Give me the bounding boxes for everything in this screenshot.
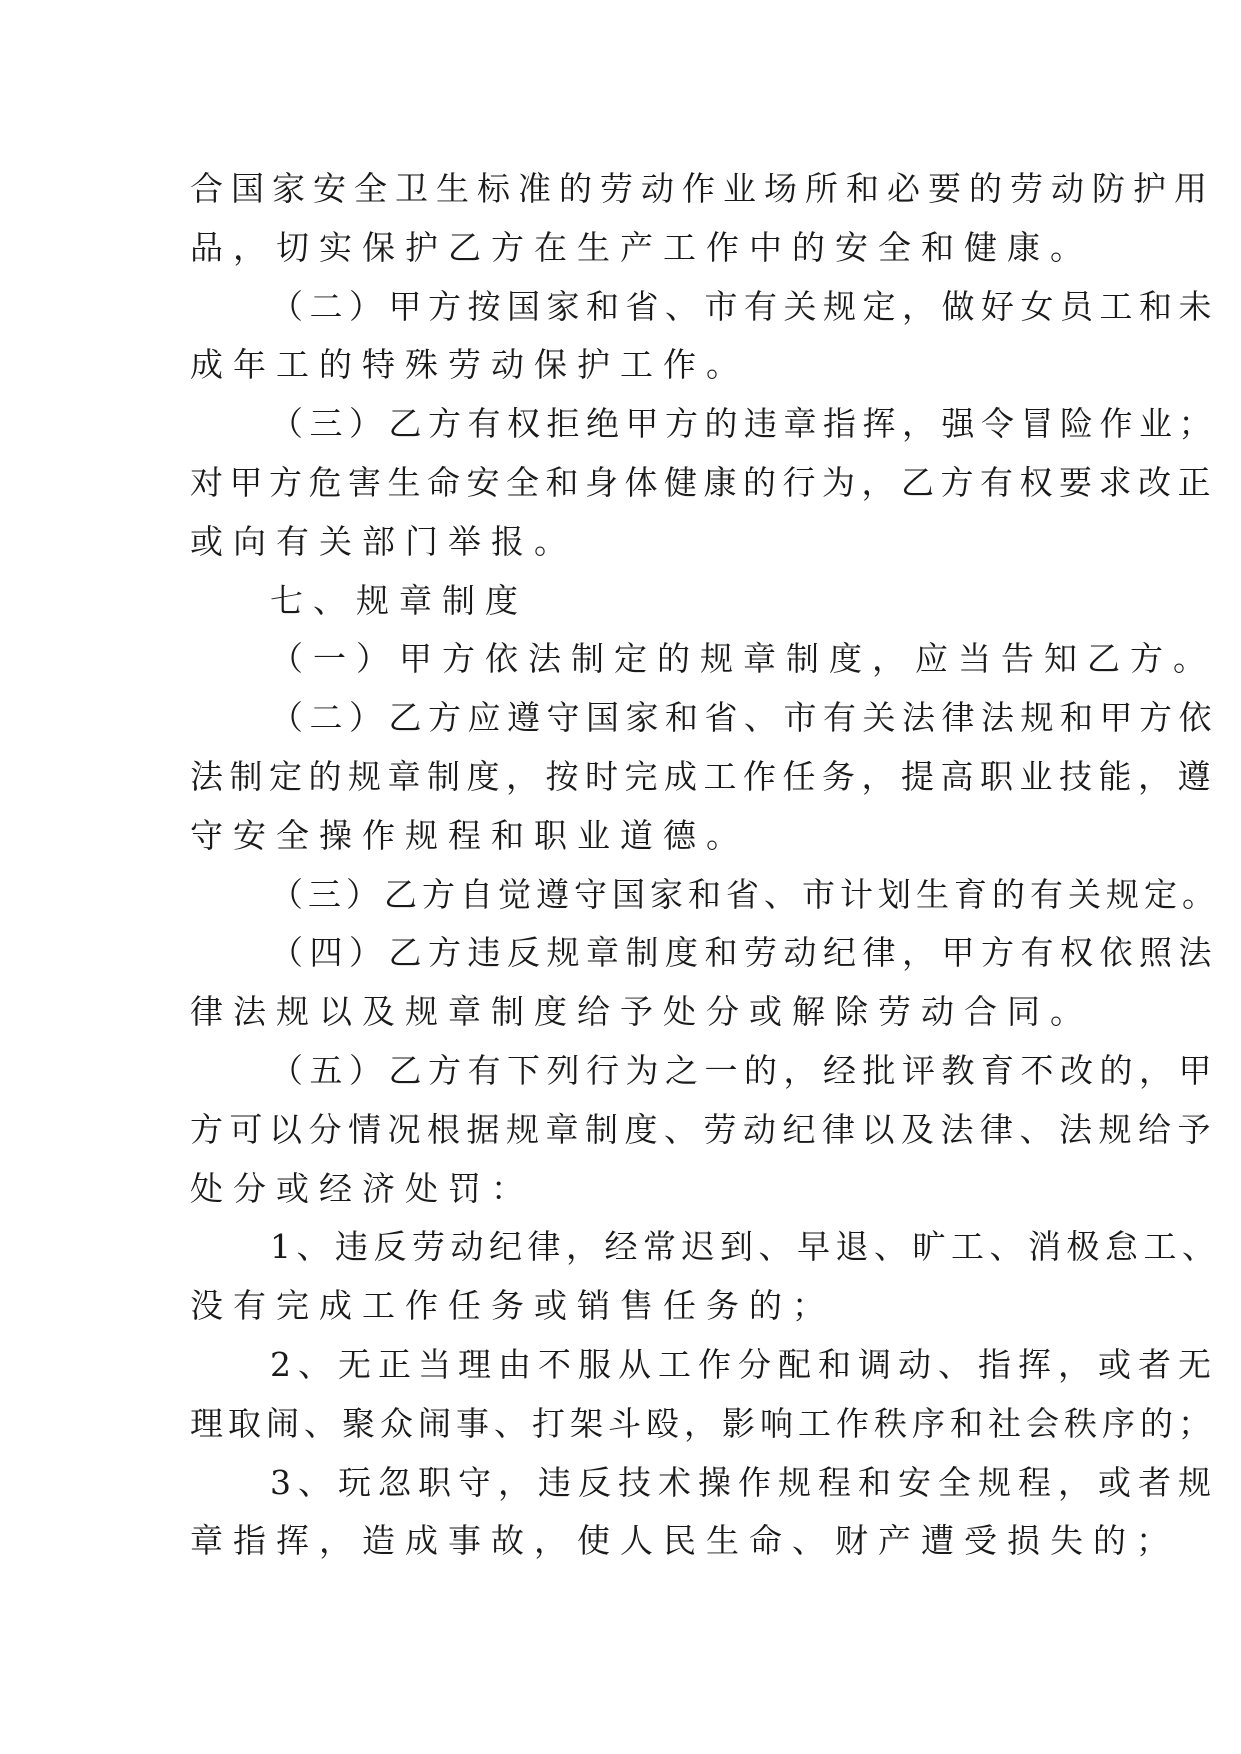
text-line: 3、玩忽职守，违反技术操作规程和安全规程，或者规 [270, 1462, 1218, 1502]
text-line: 七、规章制度 [270, 580, 528, 620]
text-line: 2、无正当理由不服从工作分配和调动、指挥，或者无 [270, 1344, 1218, 1384]
text-line: 或向有关部门举报。 [190, 521, 577, 561]
text-line: （二）乙方应遵守国家和省、市有关法律法规和甲方依 [270, 698, 1218, 738]
text-line: （四）乙方违反规章制度和劳动纪律，甲方有权依照法 [270, 933, 1218, 973]
text-line: 1、违反劳动纪律，经常迟到、早退、旷工、消极怠工、 [270, 1227, 1221, 1267]
text-line: 章指挥，造成事故，使人民生命、财产遭受损失的； [190, 1521, 1179, 1561]
text-line: 律法规以及规章制度给予处分或解除劳动合同。 [190, 992, 1093, 1032]
document-body [190, 160, 1221, 1571]
text-line: 对甲方危害生命安全和身体健康的行为，乙方有权要求改正 [190, 462, 1217, 502]
text-line: 合国家安全卫生标准的劳动作业场所和必要的劳动防护用 [190, 169, 1215, 208]
text-line: （二）甲方按国家和省、市有关规定，做好女员工和未 [270, 286, 1218, 326]
text-line: （五）乙方有下列行为之一的，经批评教育不改的，甲 [270, 1050, 1218, 1090]
text-line: 理取闹、聚众闹事、打架斗殴，影响工作秩序和社会秩序的； [190, 1403, 1216, 1443]
text-line: 守安全操作规程和职业道德。 [190, 815, 749, 855]
text-line: 方可以分情况根据规章制度、劳动纪律以及法律、法规给予 [190, 1109, 1217, 1149]
text-line: （三）乙方有权拒绝甲方的违章指挥，强令冒险作业； [270, 404, 1218, 444]
text-line: 法制定的规章制度，按时完成工作任务，提高职业技能，遵 [190, 756, 1217, 796]
text-line: 成年工的特殊劳动保护工作。 [190, 345, 749, 385]
text-line: 品，切实保护乙方在生产工作中的安全和健康。 [190, 227, 1093, 267]
text-line: 没有完成工作任务或销售任务的； [190, 1286, 835, 1326]
text-line: 处分或经济处罚： [190, 1168, 534, 1208]
text-line: （三）乙方自觉遵守国家和省、市计划生育的有关规定。 [270, 874, 1220, 914]
text-line: （一）甲方依法制定的规章制度，应当告知乙方。 [270, 639, 1216, 679]
